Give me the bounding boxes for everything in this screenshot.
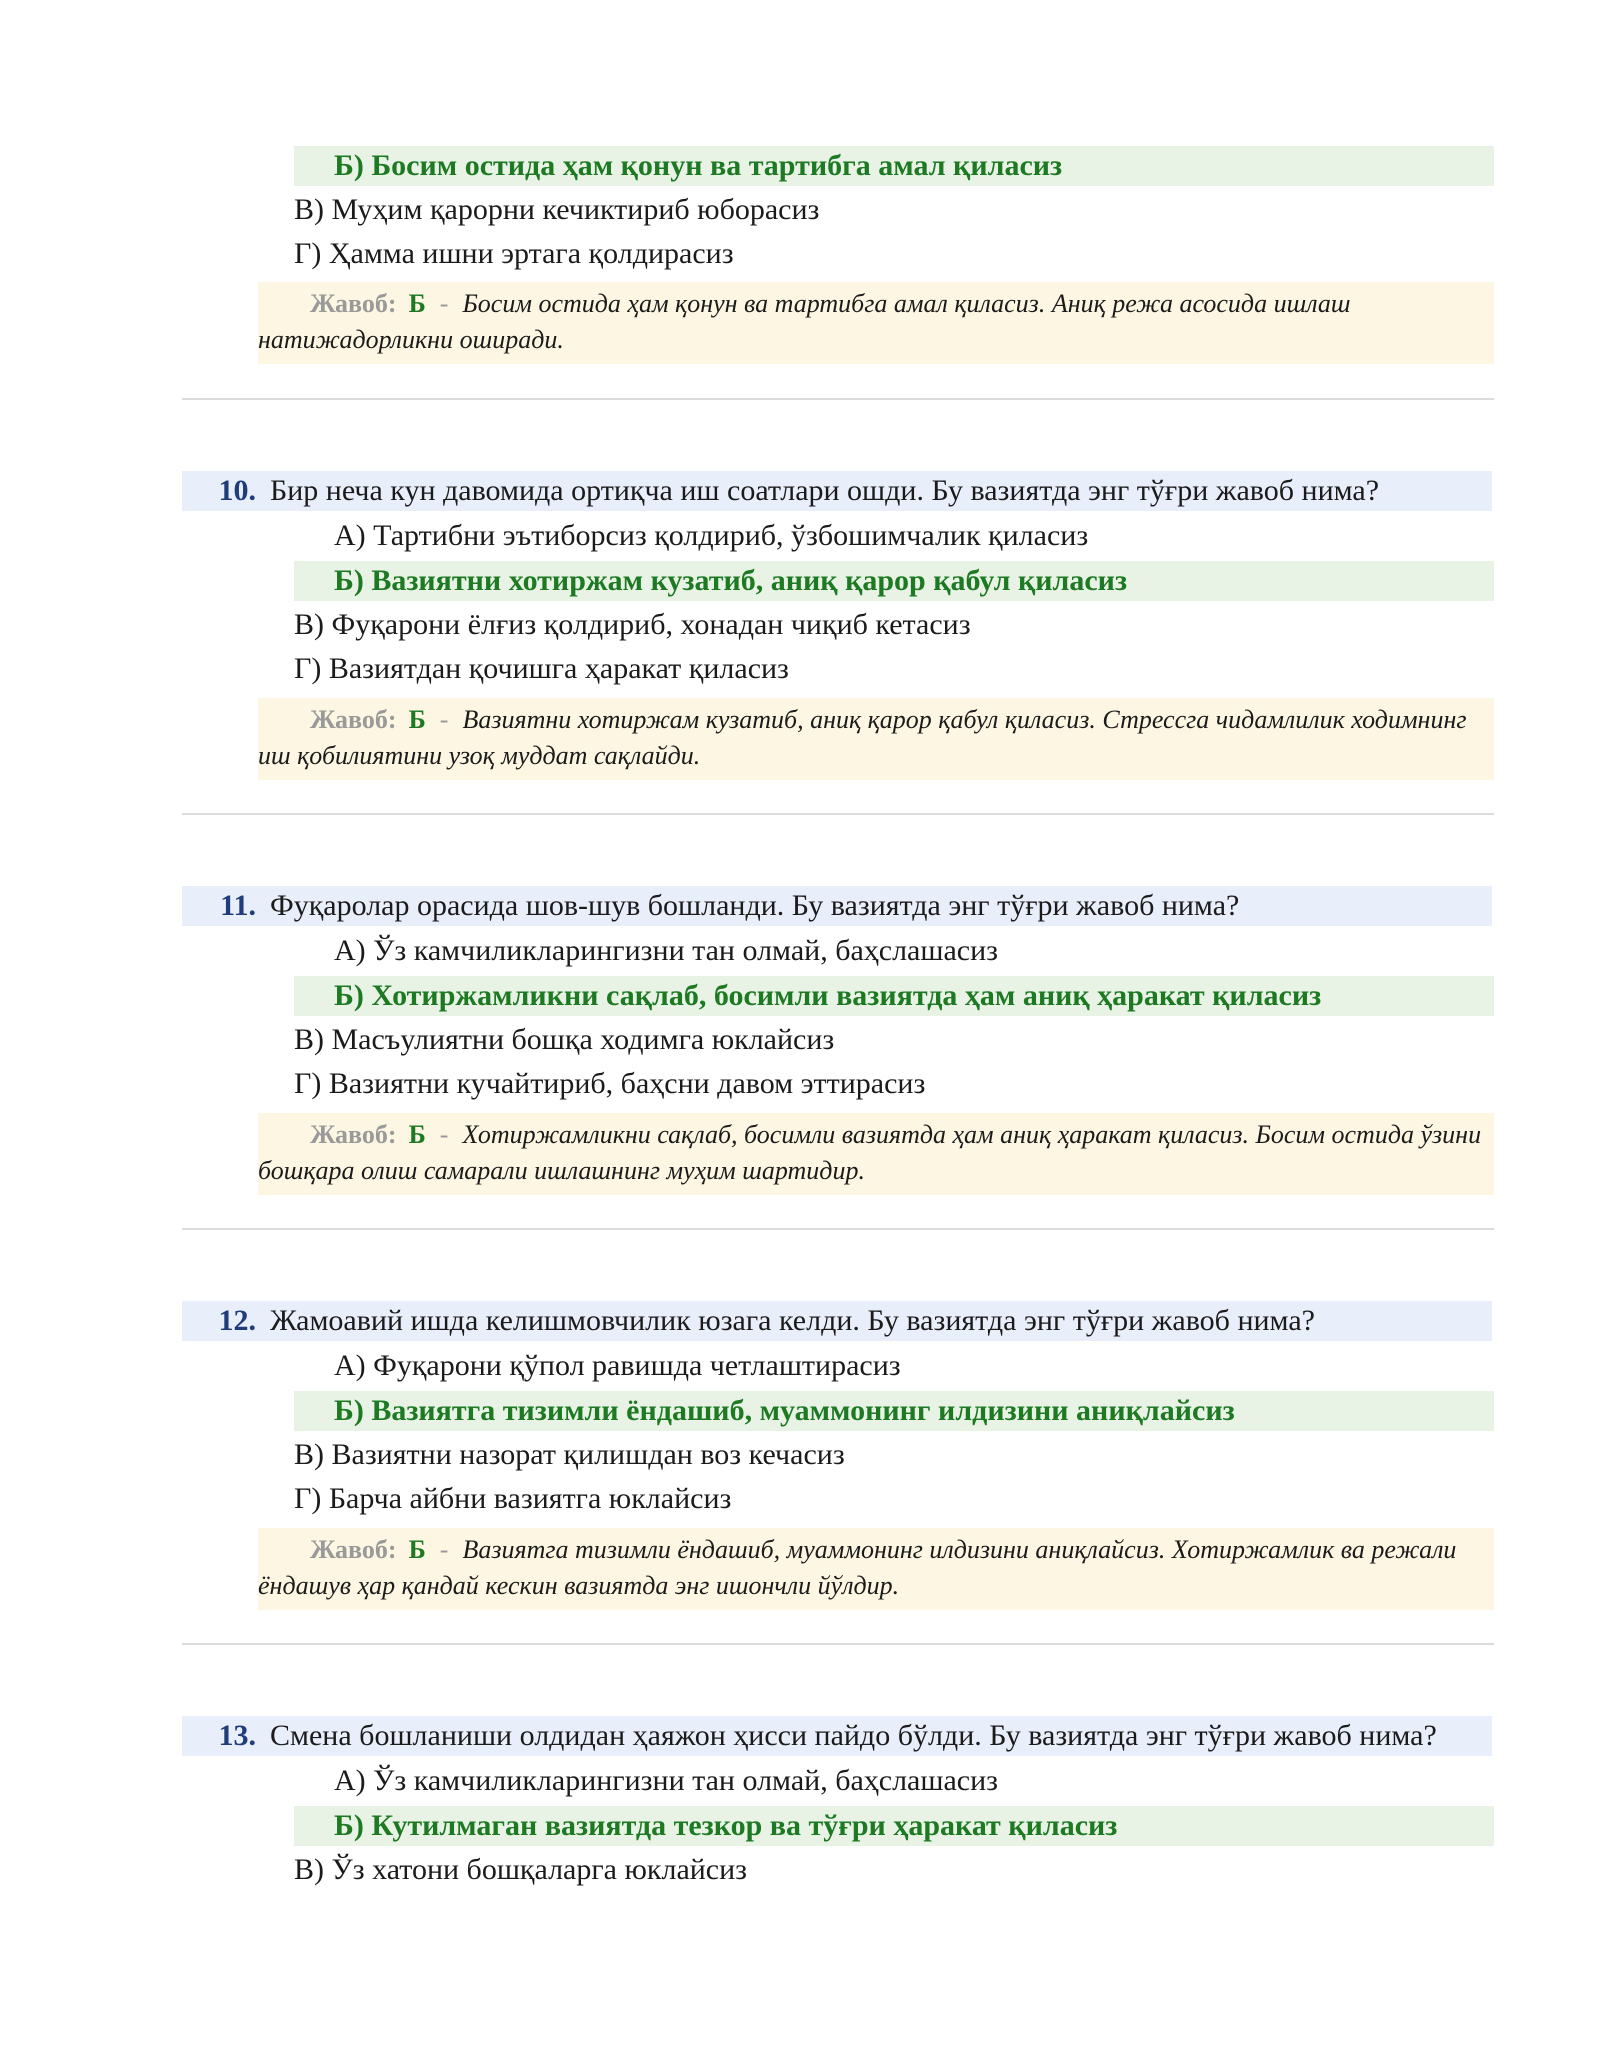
- answer-label: Жавоб:: [310, 289, 397, 318]
- answer-dash: -: [439, 1120, 449, 1149]
- answer-box: [258, 1113, 1494, 1195]
- option-g: Г) Вазиятни кучайтириб, баҳсни давом эттирасиз: [294, 1067, 926, 1100]
- question-13: [182, 1716, 1492, 1756]
- option-b-correct: Б) Кутилмаган вазиятда тезкор ва тўғри ҳаракат қиласиз: [294, 1806, 1494, 1846]
- question-text: Фуқаролар орасида шов-шув бошланди. Бу вазиятда энг тўғри жавоб нима?: [270, 889, 1240, 922]
- answer-box: [258, 1528, 1494, 1610]
- option-v: В) Вазиятни назорат қилишдан воз кечасиз: [294, 1438, 845, 1471]
- option-a: А) Ўз камчиликларингизни тан олмай, баҳслашасиз: [334, 934, 999, 967]
- option-g: Г) Вазиятдан қочишга ҳаракат қиласиз: [294, 652, 789, 685]
- option-b-correct: Б) Хотиржамликни сақлаб, босимли вазиятда ҳам аниқ ҳаракат қиласиз: [294, 976, 1494, 1016]
- option-v: В) Масъулиятни бошқа ходимга юклайсиз: [294, 1023, 835, 1056]
- answer-dash: -: [439, 705, 449, 734]
- option-v: В) Муҳим қарорни кечиктириб юборасиз: [294, 193, 820, 226]
- option-v: В) Фуқарони ёлғиз қолдириб, хонадан чиқиб кетасиз: [294, 608, 971, 641]
- option-a: А) Ўз камчиликларингизни тан олмай, баҳслашасиз: [334, 1764, 999, 1797]
- option-a: А) Тартибни эътиборсиз қолдириб, ўзбошимчалик қиласиз: [334, 519, 1089, 552]
- answer-label: Жавоб:: [310, 1120, 397, 1149]
- answer-letter: Б: [408, 1535, 426, 1564]
- divider: [182, 1228, 1494, 1230]
- question-11: [182, 886, 1492, 926]
- option-b-correct: Б) Босим остида ҳам қонун ва тартибга амал қиласиз: [294, 146, 1494, 186]
- question-text: Жамоавий ишда келишмовчилик юзага келди. Бу вазиятда энг тўғри жавоб нима?: [270, 1304, 1315, 1337]
- option-b-correct: Б) Вазиятга тизимли ёндашиб, муаммонинг илдизини аниқлайсиз: [294, 1391, 1494, 1431]
- option-v: В) Ўз хатони бошқаларга юклайсиз: [294, 1853, 748, 1886]
- question-number: 10.: [218, 474, 256, 507]
- answer-box: [258, 698, 1494, 780]
- question-number: 13.: [218, 1719, 256, 1752]
- answer-text: Босим остида ҳам қонун ва тартибга амал қиласиз. Аниқ режа асосида ишлаш натижадорликни оширади.: [258, 289, 1351, 354]
- answer-letter: Б: [408, 705, 426, 734]
- divider: [182, 398, 1494, 400]
- answer-dash: -: [439, 289, 449, 318]
- option-b-correct: Б) Вазиятни хотиржам кузатиб, аниқ қарор қабул қиласиз: [294, 561, 1494, 601]
- answer-text: Вазиятни хотиржам кузатиб, аниқ қарор қабул қиласиз. Стрессга чидамлилик ходимнинг иш қобилиятини узоқ муддат сақлайди.: [258, 705, 1467, 770]
- question-12: [182, 1301, 1492, 1341]
- answer-dash: -: [439, 1535, 449, 1564]
- divider: [182, 813, 1494, 815]
- question-10: [182, 471, 1492, 511]
- option-g: Г) Ҳамма ишни эртага қолдирасиз: [294, 237, 734, 270]
- answer-box: [258, 282, 1494, 364]
- answer-text: Хотиржамликни сақлаб, босимли вазиятда ҳам аниқ ҳаракат қиласиз. Босим остида ўзини бошқара олиш самарали ишлашнинг муҳим шартидир.: [258, 1120, 1482, 1185]
- answer-label: Жавоб:: [310, 705, 397, 734]
- question-text: Смена бошланиши олдидан ҳаяжон ҳисси пайдо бўлди. Бу вазиятда энг тўғри жавоб нима?: [270, 1719, 1437, 1752]
- answer-text: Вазиятга тизимли ёндашиб, муаммонинг илдизини аниқлайсиз. Хотиржамлик ва режали ёндашув ҳар қандай кескин вазиятда энг ишончли йўлдир.: [258, 1535, 1457, 1600]
- question-number: 12.: [218, 1304, 256, 1337]
- option-a: А) Фуқарони қўпол равишда четлаштирасиз: [334, 1349, 901, 1382]
- answer-label: Жавоб:: [310, 1535, 397, 1564]
- question-number: 11.: [220, 889, 256, 922]
- answer-letter: Б: [408, 1120, 426, 1149]
- divider: [182, 1643, 1494, 1645]
- question-text: Бир неча кун давомида ортиқча иш соатлари ошди. Бу вазиятда энг тўғри жавоб нима?: [270, 474, 1380, 507]
- answer-letter: Б: [408, 289, 426, 318]
- option-g: Г) Барча айбни вазиятга юклайсиз: [294, 1482, 732, 1515]
